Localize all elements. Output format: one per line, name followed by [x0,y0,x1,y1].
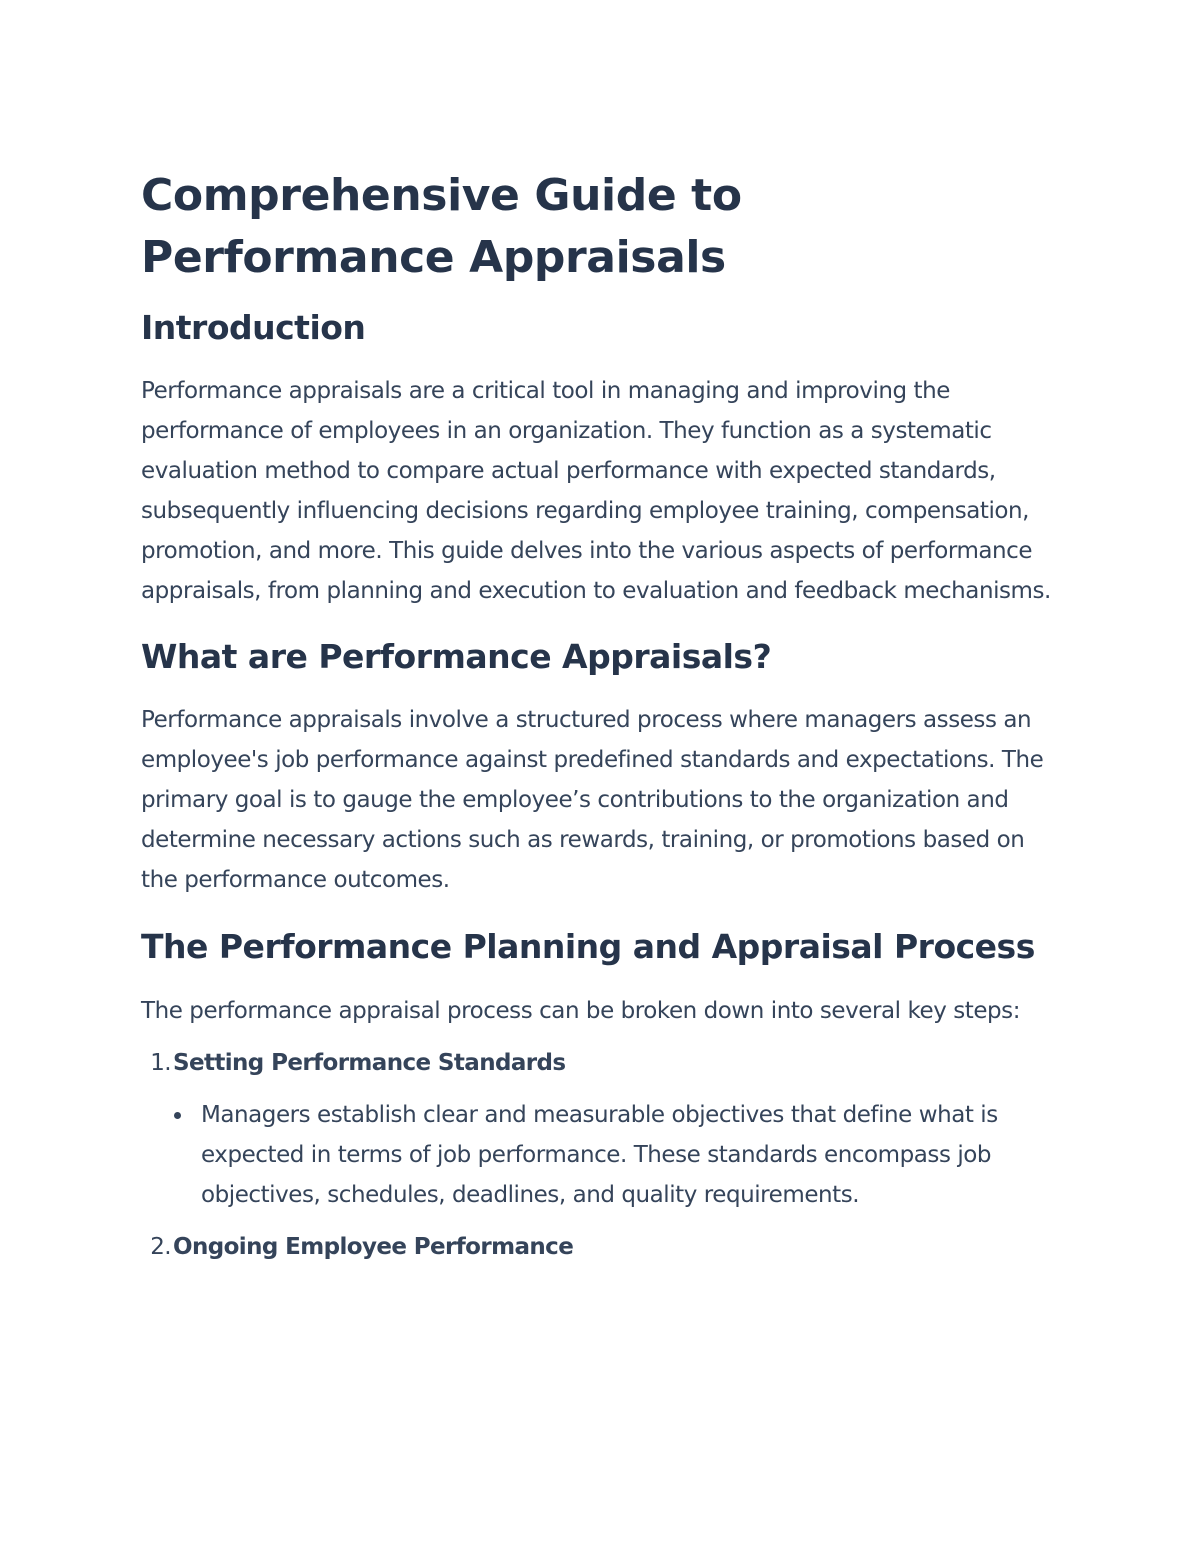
section-heading-process: The Performance Planning and Appraisal Process [141,927,1035,966]
step-number: 1. [150,1050,171,1076]
document-page [141,165,1066,1267]
list-item [141,1227,1066,1267]
bullet-dot-icon [174,1112,181,1119]
list-item [201,1095,1066,1215]
section-heading-what-are-appraisals: What are Performance Appraisals? [141,637,772,676]
step-title [141,1043,1066,1083]
step-title-text: Ongoing Employee Performance [173,1234,574,1260]
document-title: Comprehensive Guide to Performance Appraisals [141,170,742,283]
section-body-process: The performance appraisal process can be broken down into several key steps: [141,998,1020,1024]
step-title-text: Setting Performance Standards [173,1050,566,1076]
step-number: 2. [150,1234,171,1260]
section-body-introduction: Performance appraisals are a critical tool in managing and improving the performance of employees in an organization. They function as a systematic evaluation method to compare actual performance with expected standards, subsequently influencing decisions regarding employee training, compensation, promotion, and more. This guide delves into the various aspects of performance appraisals, from planning and execution to evaluation and feedback mechanisms. [141,378,1051,604]
step-title [141,1227,1066,1267]
section-heading-introduction: Introduction [141,308,366,347]
process-steps-list [141,1043,1066,1267]
list-item [141,1043,1066,1215]
step-bullets [141,1095,1066,1215]
bullet-text: Managers establish clear and measurable objectives that define what is expected in terms of job performance. These standards encompass job objectives, schedules, deadlines, and quality requirements. [201,1102,998,1208]
section-body-what-are-appraisals: Performance appraisals involve a structured process where managers assess an employee's job performance against predefined standards and expectations. The primary goal is to gauge the employee’s contributions to the organization and determine necessary actions such as rewards, training, or promotions based on the performance outcomes. [141,707,1044,893]
